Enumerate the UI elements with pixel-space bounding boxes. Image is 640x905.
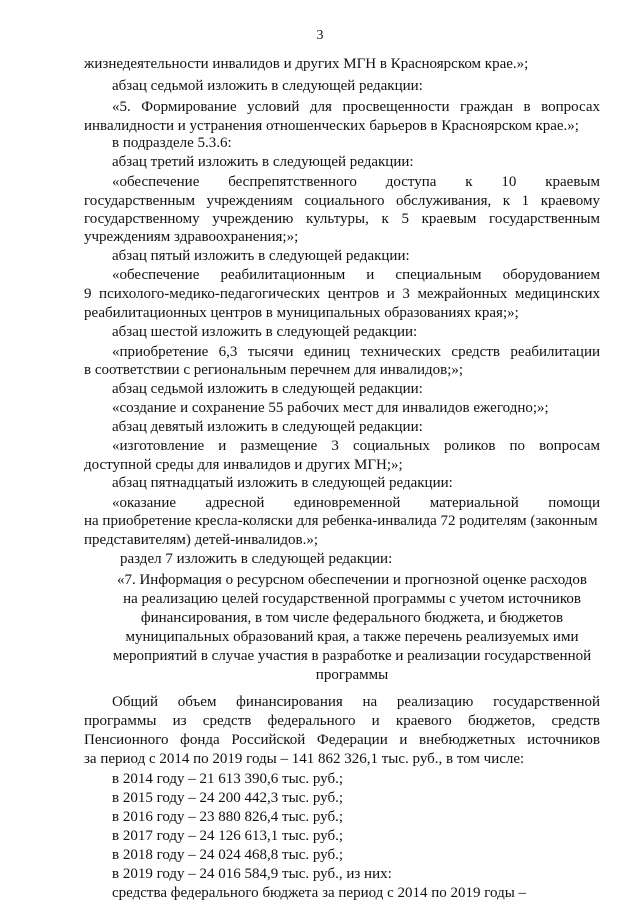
text-line: «обеспечение беспрепятственного доступа к 10 краевым [112, 174, 600, 190]
text-line: Пенсионного фонда Российской Федерации и внебюджетных источников [84, 732, 600, 748]
text-line: «изготовление и размещение 3 социальных роликов по вопросам [112, 438, 600, 454]
text-line: на приобретение кресла-коляски для ребенка-инвалида 72 родителям (законным [84, 513, 598, 529]
text-line: абзац пятнадцатый изложить в следующей редакции: [112, 475, 453, 491]
page-number: 3 [316, 28, 324, 43]
text-line: инвалидности и устранения отношенческих барьеров в Красноярском крае.»; [84, 118, 579, 134]
text-line: учреждениям здравоохранения;»; [84, 229, 299, 245]
section-heading-line: мероприятий в случае участия в разработке и реализации государственной [112, 648, 592, 664]
text-line: «приобретение 6,3 тысячи единиц технических средств реабилитации [112, 344, 600, 360]
text-line: государственным учреждениям социального обслуживания, к 1 краевому [84, 193, 600, 209]
year-amount-line: в 2019 году – 24 016 584,9 тыс. руб., из них: [112, 866, 392, 882]
text-line: абзац девятый изложить в следующей редакции: [112, 419, 423, 435]
text-line: «обеспечение реабилитационным и специальным оборудованием [112, 267, 600, 283]
text-line: в подразделе 5.3.6: [112, 135, 232, 151]
text-line: Общий объем финансирования на реализацию государственной [112, 694, 600, 710]
section-heading-line: финансирования, в том числе федерального бюджета, и бюджетов [140, 610, 564, 626]
text-line: абзац третий изложить в следующей редакции: [112, 154, 414, 170]
text-line: раздел 7 изложить в следующей редакции: [120, 551, 393, 567]
section-heading-line: на реализацию целей государственной программы с учетом источников [123, 591, 581, 607]
text-line: абзац шестой изложить в следующей редакции: [112, 324, 418, 340]
text-line: реабилитационных центров в муниципальных образованиях края;»; [84, 305, 519, 321]
text-line: средства федерального бюджета за период с 2014 по 2019 годы – [112, 885, 527, 901]
text-line: в соответствии с региональным перечнем для инвалидов;»; [84, 362, 464, 378]
year-amount-line: в 2018 году – 24 024 468,8 тыс. руб.; [112, 847, 344, 863]
year-amount-line: в 2014 году – 21 613 390,6 тыс. руб.; [112, 771, 344, 787]
text-line: 9 психолого-медико-педагогических центров и 3 межрайонных медицинских [84, 286, 600, 302]
section-heading-line: муниципальных образований края, а также перечень реализуемых ими [125, 629, 579, 645]
text-line: представителям) детей-инвалидов.»; [84, 532, 319, 548]
text-line: государственному учреждению культуры, к 5 краевым государственным [84, 211, 600, 227]
text-line: абзац пятый изложить в следующей редакции: [112, 248, 410, 264]
section-heading-line: программы [315, 667, 389, 683]
text-line: «создание и сохранение 55 рабочих мест для инвалидов ежегодно;»; [112, 400, 549, 416]
text-line: программы из средств федерального и краевого бюджетов, средств [84, 713, 600, 729]
text-line: абзац седьмой изложить в следующей редакции: [112, 381, 423, 397]
text-line: жизнедеятельности инвалидов и других МГН в Красноярском крае.»; [84, 56, 529, 72]
text-line: «оказание адресной единовременной материальной помощи [112, 495, 600, 511]
section-heading-line: «7. Информация о ресурсном обеспечении и прогнозной оценке расходов [116, 572, 588, 588]
year-amount-line: в 2016 году – 23 880 826,4 тыс. руб.; [112, 809, 344, 825]
text-line: абзац седьмой изложить в следующей редакции: [112, 78, 423, 94]
text-line: доступной среды для инвалидов и других МГН;»; [84, 457, 403, 473]
year-amount-line: в 2015 году – 24 200 442,3 тыс. руб.; [112, 790, 344, 806]
text-line: за период с 2014 по 2019 годы – 141 862 326,1 тыс. руб., в том числе: [84, 751, 525, 767]
text-line: «5. Формирование условий для просвещенности граждан в вопросах [112, 99, 600, 115]
year-amount-line: в 2017 году – 24 126 613,1 тыс. руб.; [112, 828, 344, 844]
